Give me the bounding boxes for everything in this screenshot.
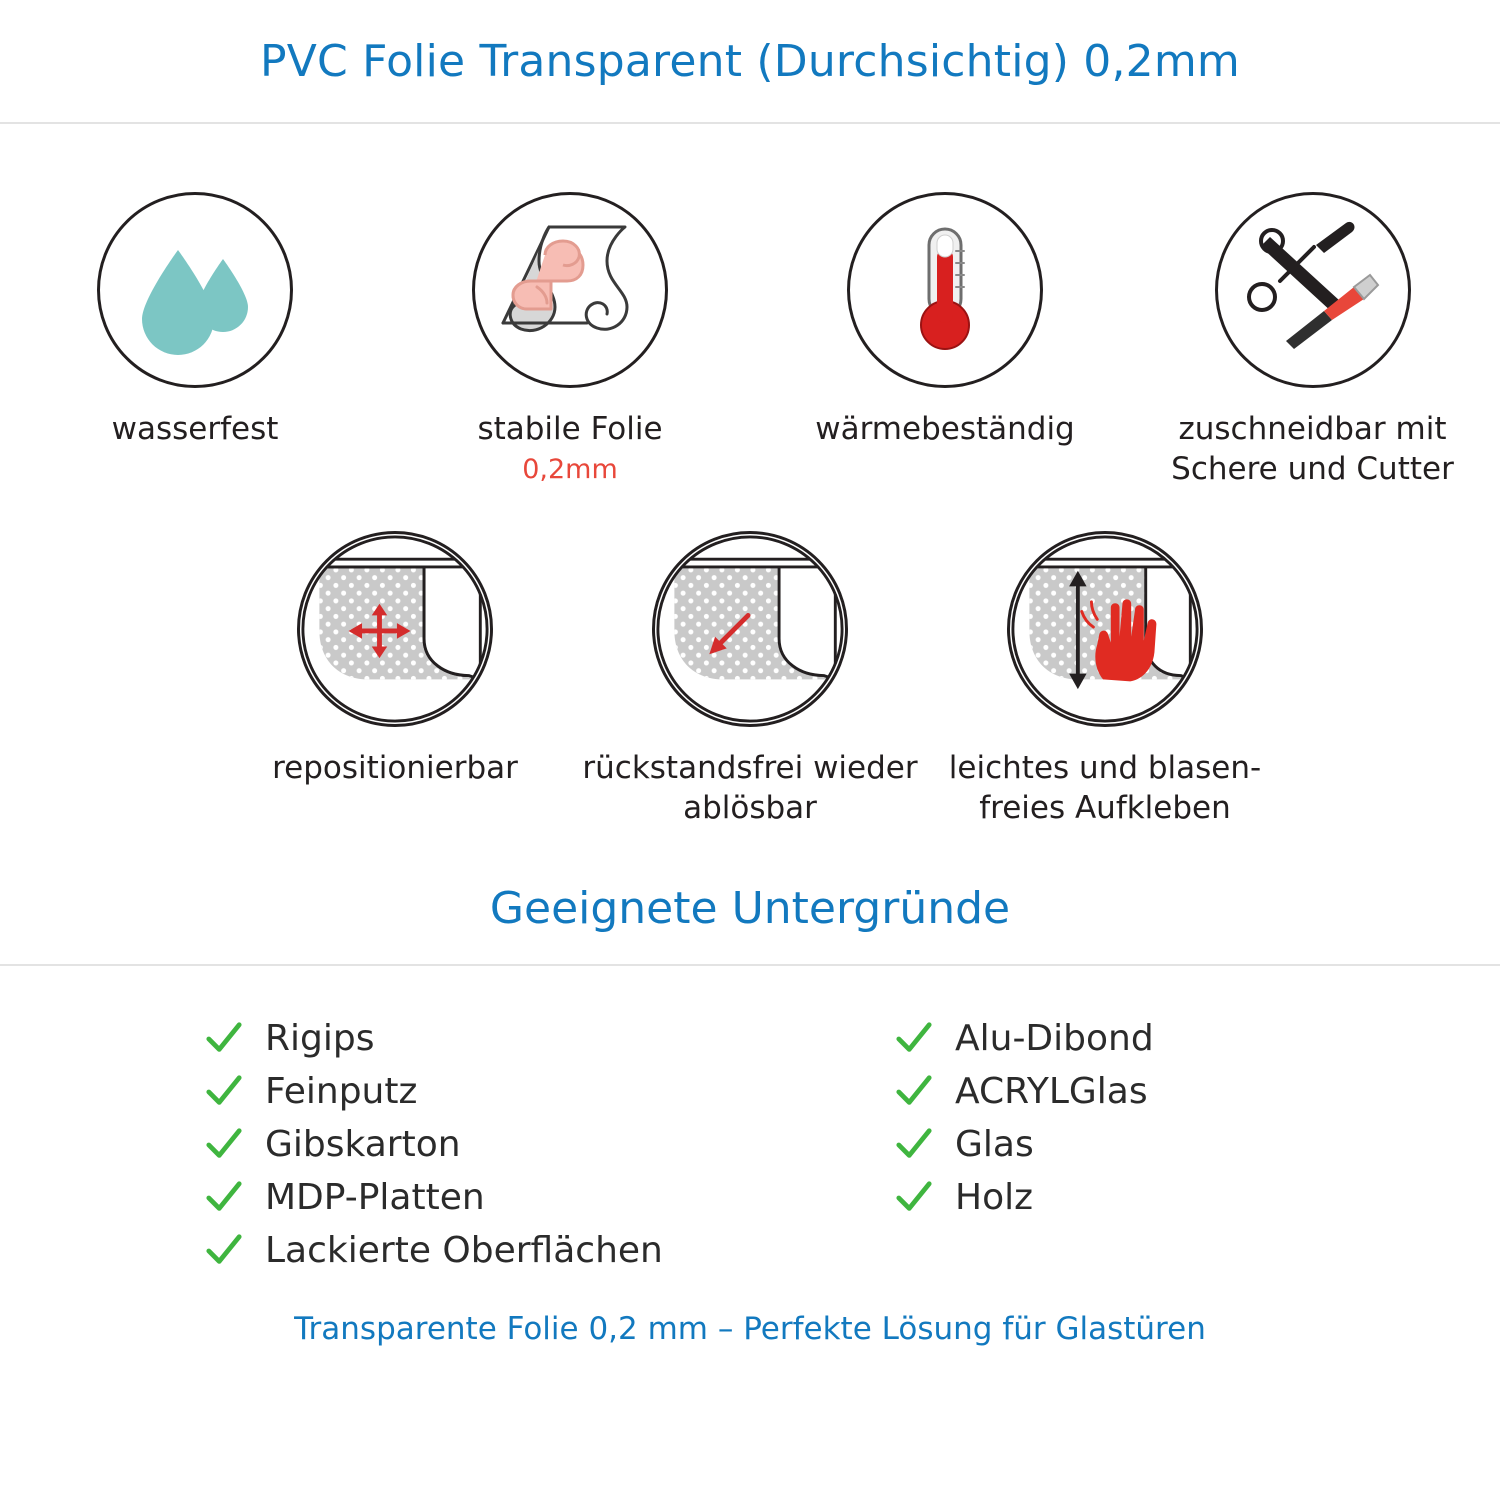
section-title: Geeignete Untergründe — [489, 882, 1011, 934]
feature-sublabel: 0,2mm — [522, 453, 618, 485]
feature-item — [8, 192, 383, 489]
list-item — [205, 1018, 785, 1059]
feature-item — [573, 531, 928, 828]
check-icon — [895, 1019, 933, 1057]
feature-icon-circle — [472, 192, 668, 388]
feature-icon-circle — [847, 192, 1043, 388]
feature-label: wärmebeständig — [815, 411, 1075, 447]
list-item-label: ACRYLGlas — [955, 1070, 1148, 1112]
feature-item — [758, 192, 1133, 489]
check-icon — [895, 1125, 933, 1163]
list-item — [205, 1230, 785, 1271]
footer-tagline: Transparente Folie 0,2 mm – Perfekte Lösung für Glastüren — [294, 1310, 1206, 1347]
feature-icon-circle — [1215, 192, 1411, 388]
list-item-label: Gibskarton — [265, 1123, 461, 1165]
check-icon — [205, 1019, 243, 1057]
check-icon — [205, 1072, 243, 1110]
list-item — [895, 1177, 1295, 1218]
feature-item — [383, 192, 758, 489]
feature-row-2 — [0, 531, 1500, 828]
feature-icon-circle — [1007, 531, 1203, 727]
feature-label: rückstandsfrei wieder ablösbar — [582, 750, 918, 827]
check-icon — [895, 1072, 933, 1110]
list-item-label: Feinputz — [265, 1070, 418, 1112]
water-drops-icon — [120, 215, 270, 365]
feature-label: stabile Folie — [477, 411, 663, 447]
feature-label: zuschneidbar mit Schere und Cutter — [1171, 411, 1454, 487]
list-item — [205, 1124, 785, 1165]
check-icon — [205, 1125, 243, 1163]
feature-row-1 — [0, 192, 1500, 489]
feature-label: wasserfest — [111, 411, 279, 447]
list-item — [895, 1071, 1295, 1112]
hand-smoothing-film-icon — [1010, 531, 1200, 727]
check-icon — [205, 1178, 243, 1216]
check-icon — [895, 1178, 933, 1216]
feature-label: leichtes und blasen- freies Aufkleben — [948, 750, 1262, 827]
list-item-label: Alu-Dibond — [955, 1017, 1154, 1059]
section-header — [0, 883, 1500, 966]
substrates-column-right — [895, 1018, 1295, 1271]
feature-item — [928, 531, 1283, 828]
check-icon — [205, 1231, 243, 1269]
list-item-label: MDP-Platten — [265, 1176, 485, 1218]
list-item — [895, 1018, 1295, 1059]
feature-item — [218, 531, 573, 828]
feature-label: repositionierbar — [272, 750, 518, 787]
list-item-label: Lackierte Oberflächen — [265, 1229, 663, 1271]
substrates-section — [0, 966, 1500, 1271]
scissors-cutter-icon — [1228, 205, 1398, 375]
feature-item — [1133, 192, 1493, 489]
feature-icon-circle — [652, 531, 848, 727]
list-item — [205, 1177, 785, 1218]
list-item-label: Holz — [955, 1176, 1033, 1218]
peel-off-film-icon — [655, 531, 845, 727]
feature-icon-circle — [297, 531, 493, 727]
page-title: PVC Folie Transparent (Durchsichtig) 0,2mm — [259, 35, 1240, 87]
list-item-label: Rigips — [265, 1017, 375, 1059]
reposition-arrows-film-icon — [300, 531, 490, 727]
list-item — [205, 1071, 785, 1112]
list-item-label: Glas — [955, 1123, 1034, 1165]
thermometer-icon — [870, 215, 1020, 365]
header — [0, 0, 1500, 124]
feature-icon-circle — [97, 192, 293, 388]
substrates-column-left — [205, 1018, 785, 1271]
list-item — [895, 1124, 1295, 1165]
features-section — [0, 124, 1500, 829]
flexed-arm-film-icon — [475, 195, 665, 385]
